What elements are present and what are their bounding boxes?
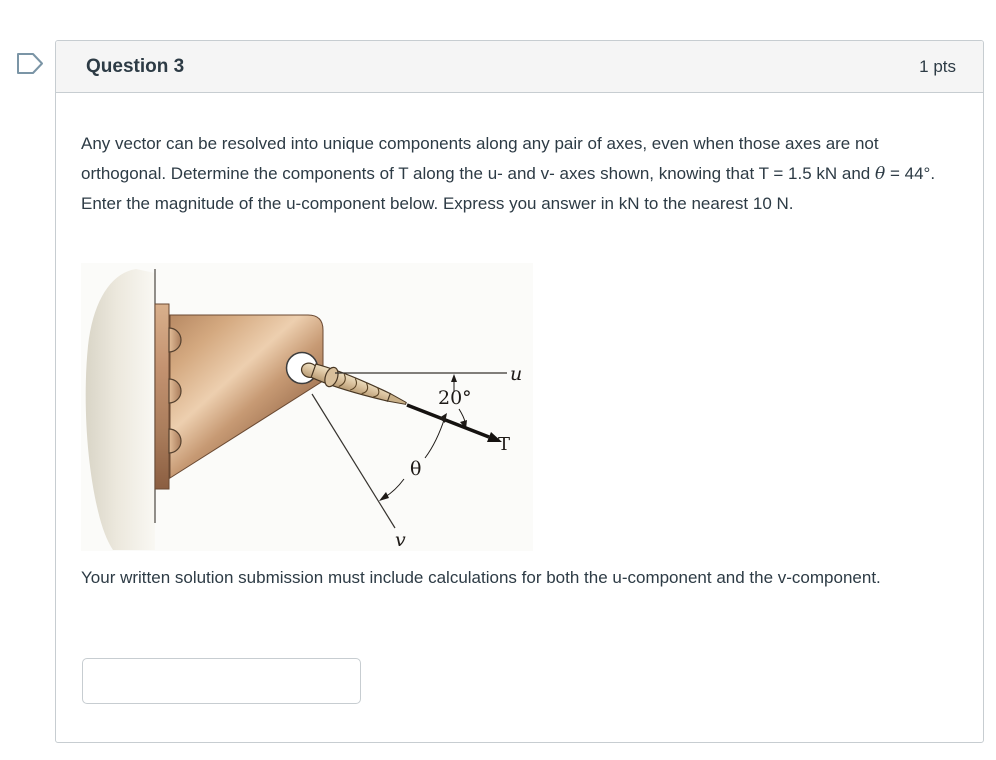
angle-20-label: 20° (438, 387, 472, 409)
question-text (81, 129, 956, 219)
v-axis-label: v (395, 529, 406, 551)
answer-input[interactable] (82, 658, 361, 704)
question-card (55, 40, 984, 743)
force-T-label: T (498, 434, 511, 455)
question-header (56, 41, 983, 93)
bracket-drill-diagram (81, 263, 533, 551)
bookmark-icon (18, 54, 42, 73)
theta-symbol: θ (874, 164, 886, 184)
question-text-segment: = 44°. Enter the magnitude of the u-component below. Express you answer in kN to the nearest 10 N. (81, 164, 936, 213)
question-title: Question 3 (86, 55, 185, 77)
submission-note: Your written solution submission must include calculations for both the u-component and the v-component. (81, 568, 881, 587)
theta-angle-label: θ (410, 458, 422, 480)
mounting-strip (155, 304, 169, 489)
question-text-segment: Any vector can be resolved into unique components along any pair of axes, even when those axes are not orthogonal. Determine the components of T along the u- and v- axes shown, knowing that T = 1.5 kN and (81, 134, 879, 183)
problem-figure (81, 263, 533, 551)
question-points: 1 pts (919, 56, 956, 76)
flag-question-icon[interactable] (16, 52, 46, 78)
u-axis-label: u (510, 363, 523, 385)
